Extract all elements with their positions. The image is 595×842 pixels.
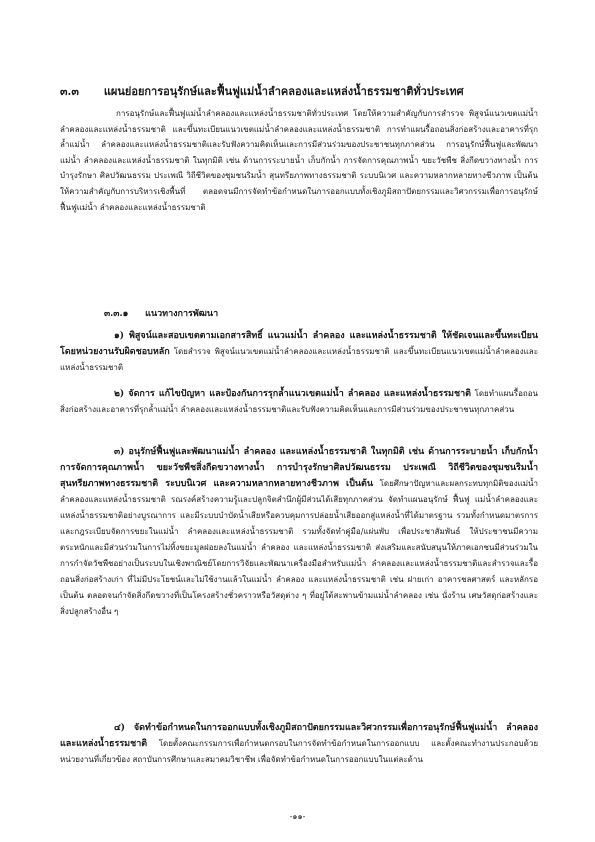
section-heading [60,82,550,100]
guideline-item-2 [60,386,538,418]
guideline-lead: ๓) อนุรักษ์ฟื้นฟูและพัฒนาแม่น้ำ ลำคลอง และแหล่งน้ำธรรมชาติ ในทุกมิติ เช่น ด้านการระบายน้ำ เก็บกักน้ำ การจัดการคุณภาพน้ำ ขยะวัชพืชสิ่งกีดขวางทางน้ำ การบำรุงรักษาศิลปวัฒนธรรม ประเพณี วิถีชีวิตของชุมชนริมน้ำ สุนทรียภาพทางธรรมชาติ ระบบนิเวศ และความหลากหลายทางชีวภาพ เป็นต้น [60,447,538,489]
guideline-lead: ๒) จัดการ แก้ไขปัญหา และป้องกันการรุกล้ำแนวเขตแม่น้ำ ลำคลอง และแหล่งน้ำธรรมชาติ [114,389,471,399]
guideline-body: โดยตั้งคณะกรรมการเพื่อกำหนดกรอบในการจัดทำข้อกำหนดในการออกแบบ และตั้งคณะทำงานประกอบด้วยหน่วยงานที่เกี่ยวข้อง สถาบันการศึกษาและสมาคมวิชาชีพ เพื่อจัดทำข้อกำหนดในการออกแบบในแต่ละด้าน [60,739,538,764]
guideline-item-4 [60,720,538,768]
guideline-item-1 [60,328,538,376]
subsection-heading [104,306,218,320]
guideline-lead: ๑) พิสูจน์และสอบเขตตามเอกสารสิทธิ์ แนวแม่น้ำ ลำคลอง และแหล่งน้ำธรรมชาติ ให้ชัดเจนและขึ้นทะเบียนโดยหน่วยงานรับผิดชอบหลัก [60,331,538,357]
guideline-body: โดยทำแผนรื้อถอนสิ่งก่อสร้างและอาคารที่รุกล้ำแม่น้ำ ลำคลองและแหล่งน้ำธรรมชาติและรับฟังความคิดเห็นและการมีส่วนร่วมของประชาชนทุกภาคส่วน [60,389,538,414]
guideline-body: โดยสำรวจ พิสูจน์แนวเขตแม่น้ำลำคลองและแหล่งน้ำธรรมชาติ และขึ้นทะเบียนแนวเขตแม่น้ำลำคลองและแหล่งน้ำธรรมชาติ [60,347,538,372]
guideline-body: โดยศึกษาปัญหาและผลกระทบทุกมิติของแม่น้ำลำคลองและแหล่งน้ำธรรมชาติ รณรงค์สร้างความรู้และปลูกจิตสำนึกผู้มีส่วนได้เสียทุกภาคส่วน จัดทำแผนอนุรักษ์ ฟื้นฟู แม่น้ำลำคลองและแหล่งน้ำธรรมชาติอย่างบูรณาการ และมีระบบบำบัดน้ำเสียหรือควบคุมการปล่อยน้ำเสียออกสู่แหล่งน้ำที่ได้มาตรฐาน รวมทั้งกำหนดมาตรการและกฎระเบียบจัดการขยะในแม่น้ำ ลำคลองและแหล่งน้ำธรรมชาติ รวมทั้งจัดทำคู่มือ/แผ่นพับ เพื่อประชาสัมพันธ์ ให้ประชาชนมีความตระหนักและมีส่วนร่วมในการไม่ทิ้งขยะมูลฝอยลงในแม่น้ำ ลำคลอง และแหล่งน้ำธรรมชาติ ส่งเสริมและสนับสนุนให้ภาคเอกชนมีส่วนร่วมในการกำจัดวัชพืชอย่างเป็นระบบในเชิงพาณิชย์โดยการวิจัยและพัฒนาเครื่องมือสำหรับแม่น้ำ ลำคลองและแหล่งน้ำธรรมชาติและสำรวจและรื้อถอนสิ่งก่อสร้างเก่า ที่ไม่มีประโยชน์และไม่ใช้งานแล้วในแม่น้ำ ลำคลอง และแหล่งน้ำธรรมชาติ เช่น ฝายเก่า อาคารชลศาสตร์ และหลักรอ เป็นต้น ตลอดจนกำจัดสิ่งกีดขวางที่เป็นโครงสร้างชั่วคราวหรือวัสดุต่าง ๆ ที่อยู่ใต้สะพานข้ามแม่น้ำลำคลอง เช่น นั่งร้าน เศษวัสดุก่อสร้างและสิ่งปลูกสร้างอื่น ๆ [60,479,538,616]
guideline-item-3 [60,444,538,620]
section-number: ๓.๓ [60,85,79,98]
subsection-title: แนวทางการพัฒนา [145,309,219,319]
intro-paragraph: การอนุรักษ์และฟื้นฟูแม่น้ำลำคลองและแหล่งน้ำธรรมชาติทั่วประเทศ โดยให้ความสำคัญกับการสำรวจ พิสูจน์แนวเขตแม่น้ำลำคลองและแหล่งน้ำธรรมชาติ และขึ้นทะเบียนแนวเขตแม่น้ำลำคลองและแหล่งน้ำธรรมชาติ การทำแผนรื้อถอนสิ่งก่อสร้างและอาคารที่รุกล้ำแม่น้ำ ลำคลองและแหล่งน้ำธรรมชาติและรับฟังความคิดเห็นและการมีส่วนร่วมของประชาชนทุกภาคส่วน การอนุรักษ์ฟื้นฟูและพัฒนาแม่น้ำ ลำคลองและแหล่งน้ำธรรมชาติ ในทุกมิติ เช่น ด้านการระบายน้ำ เก็บกักน้ำ การจัดการคุณภาพน้ำ ขยะวัชพืช สิ่งกีดขวางทางน้ำ การบำรุงรักษา ศิลปวัฒนธรรม ประเพณี วิถีชีวิตของชุมชนริมน้ำ สุนทรียภาพทางธรรมชาติ ระบบนิเวศ และความหลากหลายทางชีวภาพ เป็นต้น ให้ความสำคัญกับการบริหารเชิงพื้นที่ ตลอดจนมีการจัดทำข้อกำหนดในการออกแบบทั้งเชิงภูมิสถาปัตยกรรมและวิศวกรรมเพื่อการอนุรักษ์ฟื้นฟูแม่น้ำ ลำคลองและแหล่งน้ำธรรมชาติ [60,109,538,212]
page-number: -๑๑- [289,812,306,821]
section-title: แผนย่อยการอนุรักษ์และฟื้นฟูแม่น้ำลำคลองและแหล่งน้ำธรรมชาติทั่วประเทศ [103,85,464,98]
guideline-lead: ๔) จัดทำข้อกำหนดในการออกแบบทั้งเชิงภูมิสถาปัตยกรรมและวิศวกรรมเพื่อการอนุรักษ์ฟื้นฟูแม่น้ำ ลำคลองและแหล่งน้ำธรรมชาติ [60,723,538,749]
subsection-number: ๓.๓.๑ [104,309,129,319]
